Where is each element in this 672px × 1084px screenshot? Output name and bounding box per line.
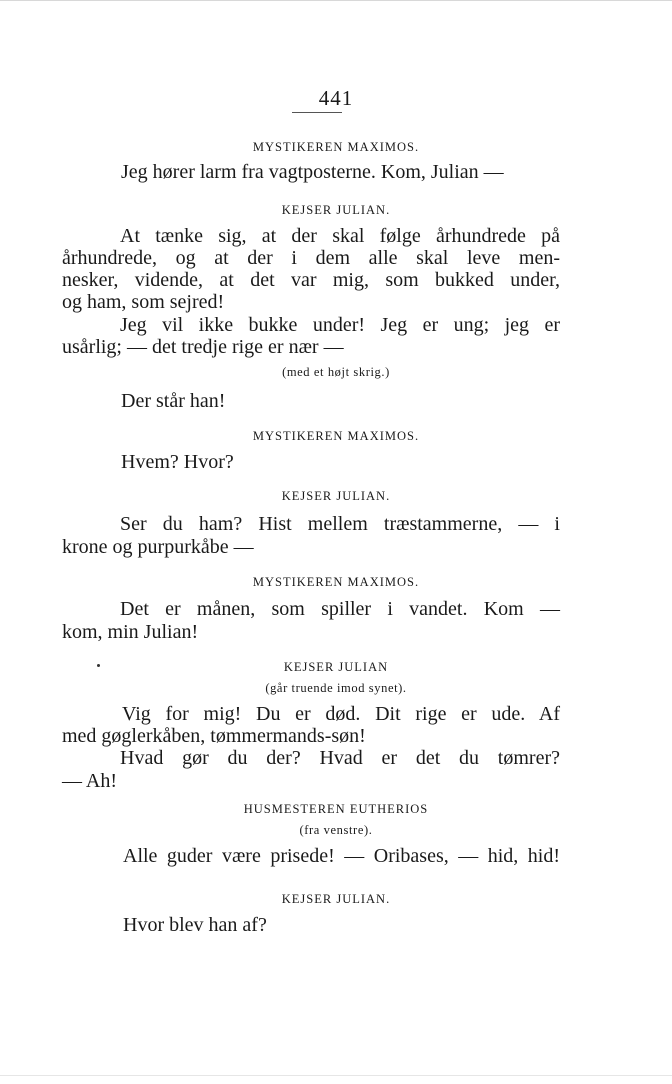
dialogue-line: Alle guder være prisede! — Oribases, — hid, hid! [123,845,560,867]
speaker-heading: KEJSER JULIAN. [281,203,391,217]
dialogue-line: Hvad gør du der? Hvad er det du tømrer? [120,747,560,769]
dialogue-line: og ham, som sejred! [62,291,225,313]
dialogue-line: Hvor blev han af? [123,914,267,936]
dialogue-line: At tænke sig, at der skal følge århundrede på [120,225,560,247]
page-top-edge [0,0,672,1]
speaker-heading: MYSTIKEREN MAXIMOS. [252,140,420,154]
dialogue-line: — Ah! [62,770,117,792]
speaker-heading: KEJSER JULIAN. [281,892,391,906]
dialogue-line: Jeg vil ikke bukke under! Jeg er ung; jeg er [120,314,560,336]
speaker-heading: MYSTIKEREN MAXIMOS. [252,429,420,443]
speaker-heading: MYSTIKEREN MAXIMOS. [252,575,420,589]
dialogue-line: usårlig; — det tredje rige er nær — [62,336,344,358]
dialogue-line: kom, min Julian! [62,621,199,643]
dialogue-line: med gøglerkåben, tømmermands-søn! [62,725,366,747]
stage-direction: (fra venstre). [299,823,373,837]
stage-direction: (med et højt skrig.) [282,365,390,379]
page-number: 441 [318,86,354,110]
dialogue-line: Jeg hører larm fra vagtposterne. Kom, Julian — [121,161,504,183]
dialogue-line: krone og purpurkåbe — [62,536,254,558]
dialogue-line: Ser du ham? Hist mellem træstammerne, — i [120,513,560,535]
dialogue-line: Det er månen, som spiller i vandet. Kom — [120,598,560,620]
stage-direction: (går truende imod synet). [265,681,407,695]
page-number-underline [292,112,342,113]
dialogue-line: århundrede, og at der i dem alle skal leve men- [62,247,560,269]
speaker-heading: KEJSER JULIAN. [281,489,391,503]
speaker-heading: HUSMESTEREN EUTHERIOS [243,802,429,816]
page-bottom-edge [0,1075,672,1076]
dialogue-line: Der står han! [121,390,226,412]
speaker-heading: KEJSER JULIAN [283,660,389,674]
dialogue-line: nesker, vidende, at det var mig, som bukked under, [62,269,560,291]
dialogue-line: Vig for mig! Du er død. Dit rige er ude. Af [122,703,560,725]
dialogue-line: Hvem? Hvor? [121,451,234,473]
